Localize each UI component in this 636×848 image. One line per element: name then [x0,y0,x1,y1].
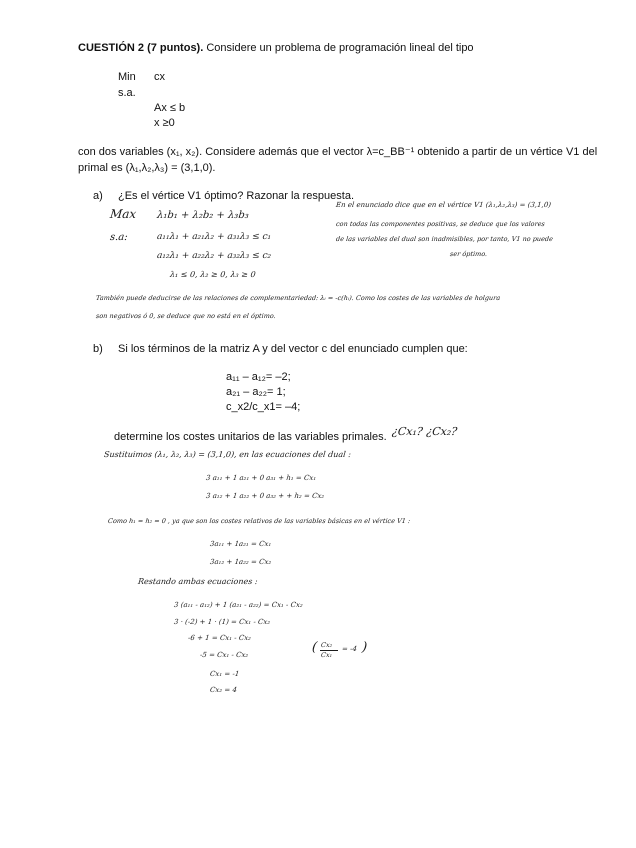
hw-paren-open: ( [311,640,318,655]
hw-dual-constraint-1: a₁₁λ₁ + a₂₁λ₂ + a₃₁λ₃ ≤ c₁ [156,232,272,242]
context-line-2: primal es (λ₁,λ₂,λ₃) = (3,1,0). [78,162,216,174]
hw-dual-objective: λ₁b₁ + λ₂b₂ + λ₃b₃ [156,210,250,221]
hw-result-2: Cx₂ = 4 [209,686,238,694]
model-st-label: s.a. [118,87,136,99]
hw-substitute: Sustituimos (λ₁, λ₂, λ₃) = (3,1,0), en las ecuaciones del dual : [103,450,352,459]
hw-note-line-2: con todas las componentes positivas, se deduce que los valores [335,220,546,228]
hw-dual-sign: λ₁ ≤ 0, λ₂ ≥ 0, λ₃ ≥ 0 [169,270,257,279]
model-constraint-2: x ≥0 [154,117,175,129]
hw-como: Como h₁ = h₂ = 0 , ya que son los costes relativos de las variables básicas en el vértice V1 : [107,517,411,525]
hw-frac-value: = -4 [341,645,358,653]
condition-3: c_x2/c_x1= –4; [226,401,301,413]
hw-note-line-4: ser óptimo. [449,250,488,258]
hw-eq-4: 3a₁₂ + 1a₂₂ = Cx₂ [209,558,272,566]
hw-note-line-3: de las variables del dual son inadmisibles, por tanto, V1 no puede [335,235,554,243]
hw-frac-den: Cx₁ [320,651,333,659]
context-line-1: con dos variables (x₁, x₂). Considere además que el vector λ=c_BB⁻¹ obtenido a partir de un vértice V1 del [78,146,598,158]
hw-note-line-1: En el enunciado dice que en el vértice V1 (λ₁,λ₂,λ₃) = (3,1,0) [335,201,552,209]
model-min-label: Min [118,71,136,83]
hw-eq-2: 3 a₁₂ + 1 a₂₂ + 0 a₃₂ + + h₂ = Cx₂ [205,492,325,500]
hw-also-line-2: son negativos ó 0, se deduce que no está en el óptimo. [95,312,277,320]
hw-eq-3: 3a₁₁ + 1a₂₁ = Cx₁ [209,540,272,548]
model-objective: cx [154,71,165,83]
hw-r2: 3 · (-2) + 1 · (1) = Cx₁ - Cx₂ [173,618,271,626]
question-b-ask: determine los costes unitarios de las variables primales. [114,431,387,443]
question-b-marker: b) [93,343,103,355]
hw-eq-1: 3 a₁₁ + 1 a₂₁ + 0 a₃₁ + h₁ = Cx₁ [205,474,317,482]
question-intro: Considere un problema de programación lineal del tipo [203,42,474,54]
hw-paren-close: ) [361,640,368,655]
hw-r3: -6 + 1 = Cx₁ - Cx₂ [187,634,252,642]
hw-frac-num: Cx₂ [320,641,333,649]
question-title: CUESTIÓN 2 (7 puntos). [78,42,204,54]
model-constraint-1: Ax ≤ b [154,102,186,114]
hw-restando: Restando ambas ecuaciones : [137,577,259,586]
hw-result-1: Cx₁ = -1 [209,670,240,678]
question-b-text: Si los términos de la matriz A y del vector c del enunciado cumplen que: [118,343,468,355]
hw-r1: 3 (a₁₁ - a₁₂) + 1 (a₂₁ - a₂₂) = Cx₁ - Cx₂ [173,601,304,609]
condition-1: a₁₁ – a₁₂= –2; [226,371,291,383]
hw-also-line-1: También puede deducirse de las relaciones de complementariedad: λᵢ = -c(hᵢ). Como los costes de las variables de holgura [95,294,501,302]
condition-2: a₂₁ – a₂₂= 1; [226,386,286,398]
hw-dual-st: s.a: [109,232,129,243]
question-header [78,41,474,55]
hw-dual-constraint-2: a₁₂λ₁ + a₂₂λ₂ + a₃₂λ₃ ≤ c₂ [156,251,272,261]
question-a-text: ¿Es el vértice V1 óptimo? Razonar la respuesta. [118,190,355,202]
hw-unknown-costs: ¿Cx₁? ¿Cx₂? [391,425,458,438]
hw-r4: -5 = Cx₁ - Cx₂ [199,651,249,659]
question-a-marker: a) [93,190,103,202]
hw-dual-max: Max [109,207,137,221]
